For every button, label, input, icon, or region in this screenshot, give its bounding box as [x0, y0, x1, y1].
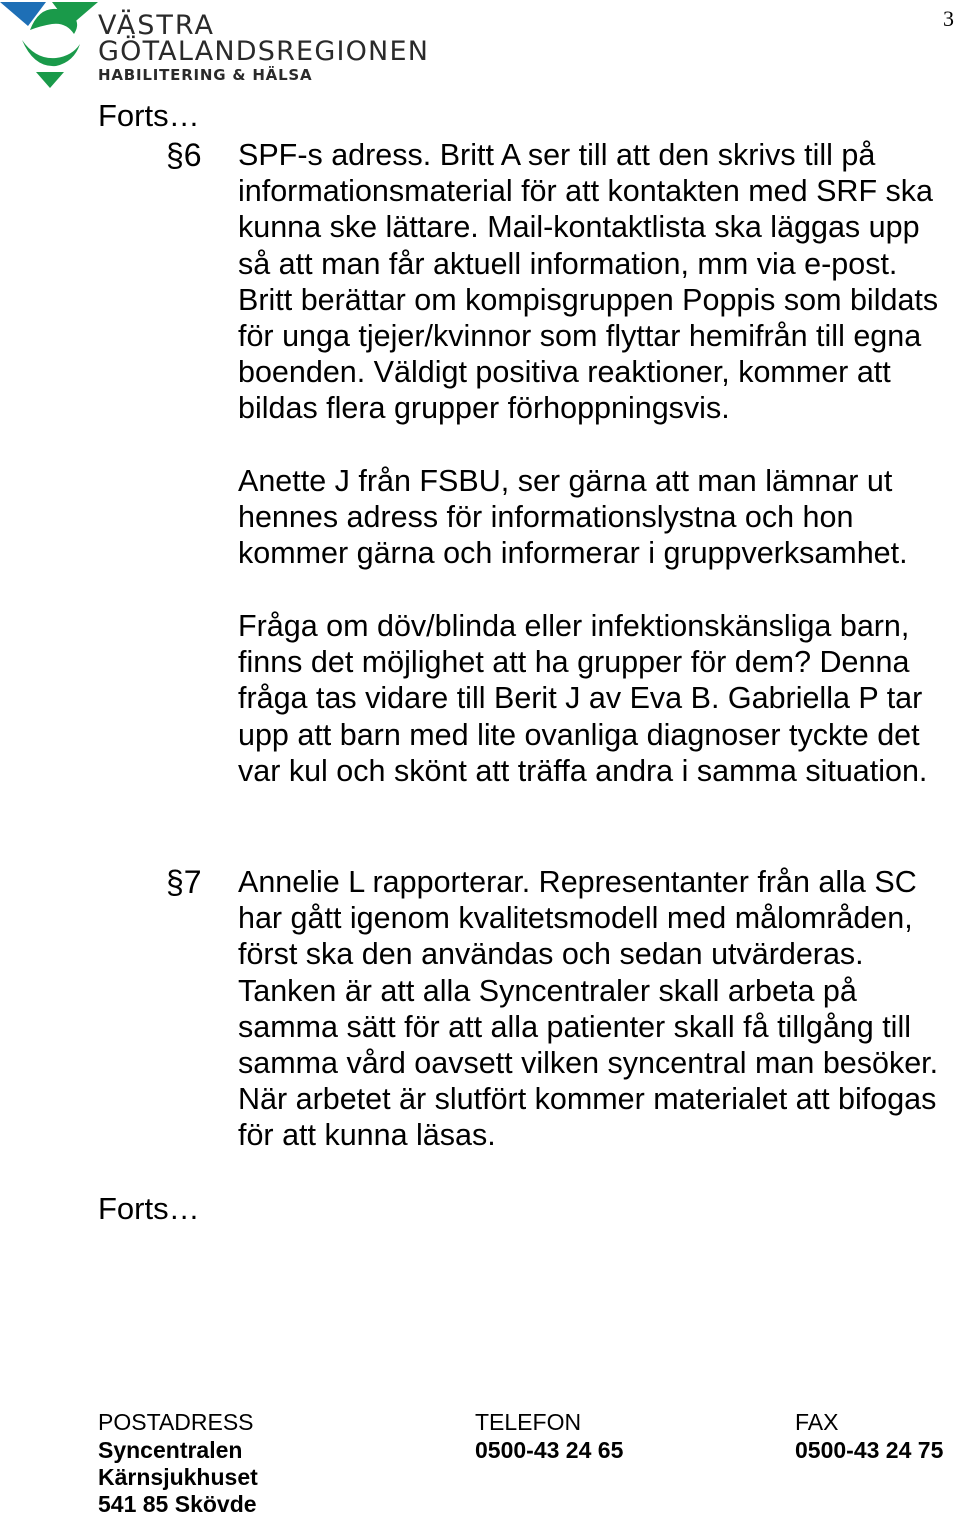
organization-logo	[0, 0, 430, 92]
logo-mark-icon	[0, 0, 100, 92]
logo-text-habilitering: HABILITERING & HÄLSA	[98, 66, 313, 84]
section-6-paragraph-2: Anette J från FSBU, ser gärna att man lämnar ut hennes adress för informationslystna och hon kommer gärna och informerar i gruppverksamhet.	[238, 464, 908, 571]
page-number: 3	[943, 6, 954, 31]
section-6-number: §6	[166, 137, 202, 173]
section-7-number: §7	[166, 864, 202, 900]
footer-address-line-2: Kärnsjukhuset	[98, 1464, 258, 1490]
footer-telefon-label: TELEFON	[475, 1409, 582, 1435]
footer-postadress-label: POSTADRESS	[98, 1409, 254, 1435]
logo-text-gotalandsregionen: GÖTALANDSREGIONEN	[98, 36, 430, 67]
section-6-paragraph-1: SPF-s adress. Britt A ser till att den skrivs till på informationsmaterial för att kontakten med SRF ska kunna ske lättare. Mail-kontaktlista ska läggas upp så att man får aktuell information, mm via e-post. Britt berättar om kompisgruppen Poppis som bildats för unga tjejer/kvinnor som flyttar hemifrån till egna boenden. Väldigt positiva reaktioner, kommer att bildas flera grupper förhoppningsvis.	[238, 138, 939, 426]
continued-label-bottom: Forts…	[98, 1191, 200, 1226]
footer-address-line-3: 541 85 Skövde	[98, 1491, 257, 1517]
section-7-paragraph-1: Annelie L rapporterar. Representanter från alla SC har gått igenom kvalitetsmodell med målområden, först ska den användas och sedan utvärderas. Tanken är att alla Syncentraler skall arbeta på samma sätt för att alla patienter skall få tillgång till samma vård oavsett vilken syncentral man besöker. När arbetet är slutfört kommer materialet att bifogas för att kunna läsas.	[238, 865, 939, 1153]
continued-label-top: Forts…	[98, 98, 200, 133]
section-6-paragraph-3: Fråga om döv/blinda eller infektionskänsliga barn, finns det möjlighet att ha grupper för dem? Denna fråga tas vidare till Berit J av Eva B. Gabriella P tar upp att barn med lite ovanliga diagnoser tyckte det var kul och skönt att träffa andra i samma situation.	[238, 609, 928, 788]
footer-fax-value: 0500-43 24 75	[795, 1437, 944, 1463]
logo-text-vastra: VÄSTRA	[98, 10, 215, 41]
footer-address-line-1: Syncentralen	[98, 1437, 243, 1463]
footer-fax-label: FAX	[795, 1409, 839, 1435]
footer-telefon-value: 0500-43 24 65	[475, 1437, 624, 1463]
